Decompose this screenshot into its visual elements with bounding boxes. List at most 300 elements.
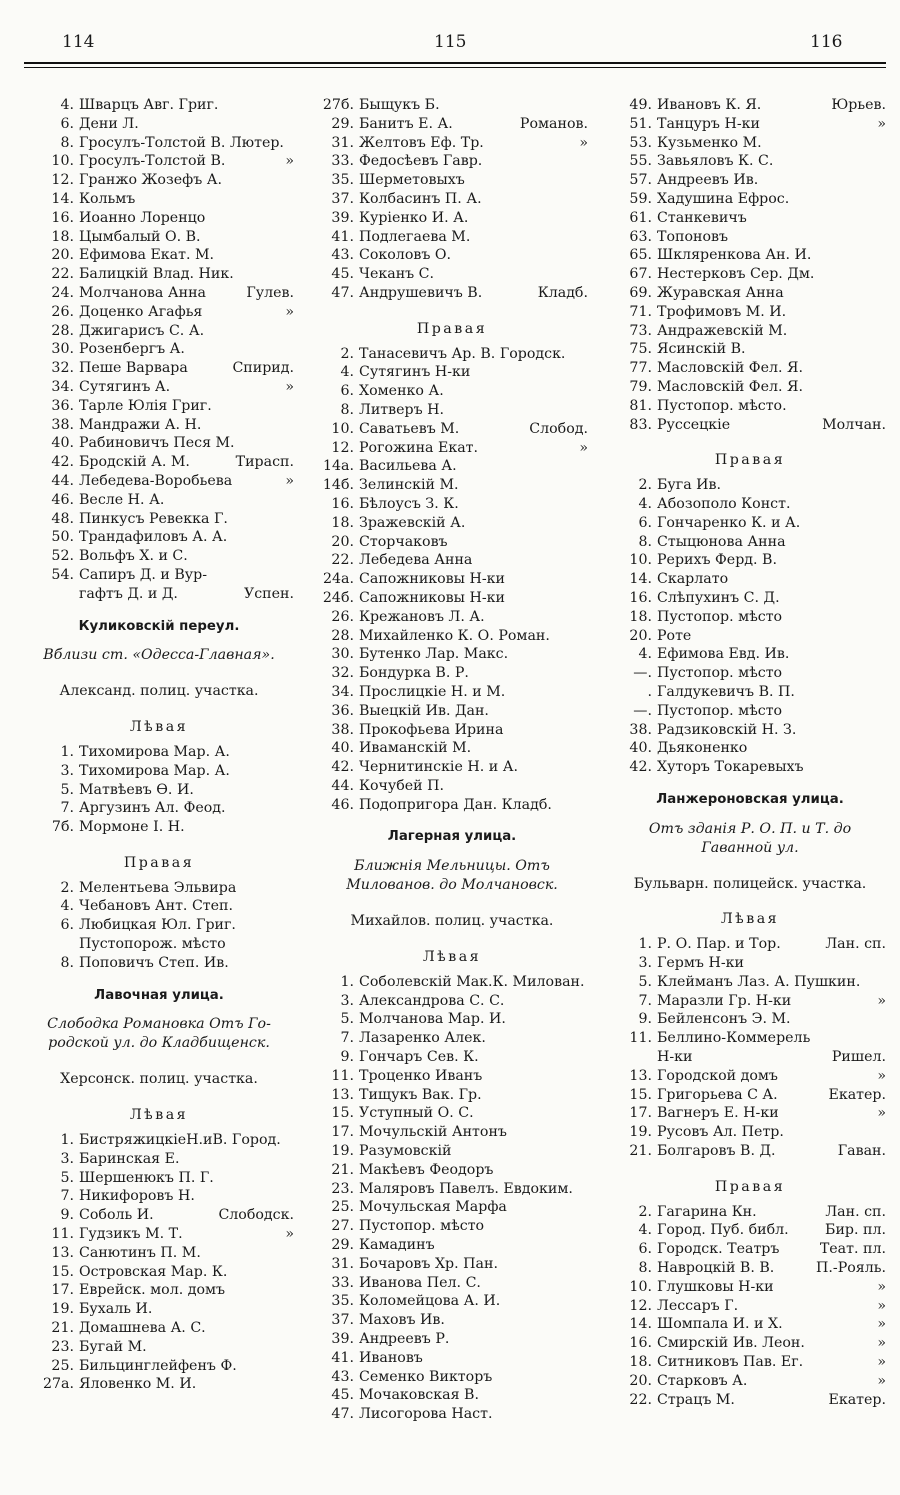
entry-row: [24, 897, 294, 916]
house-number: 49.: [629, 97, 652, 113]
resident-name: Яловенко М. И.: [79, 1376, 197, 1393]
resident-name: Абозополо Конст.: [657, 495, 791, 512]
entry-row: [614, 495, 886, 514]
house-number: 36.: [51, 397, 74, 414]
resident-name: Григорьева С А.: [657, 1086, 778, 1103]
house-number: 1.: [60, 743, 74, 760]
resident-name: Гончаренко К. и А.: [657, 514, 801, 531]
locality-note: Лан. сп.: [825, 1203, 886, 1220]
entry-row: [614, 246, 886, 265]
locality-note: Тирасп.: [235, 454, 294, 471]
resident-name: Балицкій Влад. Ник.: [79, 266, 234, 283]
resident-name: Радзиковскій Н. З.: [657, 721, 797, 738]
resident-name: Камадинъ: [359, 1237, 435, 1254]
entry-row: [24, 491, 294, 510]
locality-note: »: [579, 134, 588, 151]
resident-name: Матвѣевъ Ѳ. И.: [79, 781, 194, 798]
house-number: 8.: [60, 954, 74, 971]
house-number: 42.: [51, 454, 74, 471]
entry-row: [24, 284, 294, 303]
locality-note: Гулев.: [246, 284, 294, 301]
resident-name: Беллино-Коммерель: [657, 1030, 811, 1047]
entry-row: [316, 401, 588, 420]
entry-row: [614, 627, 886, 646]
house-number: 5.: [60, 781, 74, 798]
entry-row: [614, 96, 886, 115]
house-number: 7б.: [51, 819, 74, 836]
entry-row: [24, 799, 294, 818]
house-number: 22.: [331, 552, 354, 569]
entry-row: [316, 115, 588, 134]
entry-row: [316, 589, 588, 608]
house-number: 23.: [331, 1180, 354, 1197]
entry-row: [614, 1315, 886, 1334]
entry-row: [316, 608, 588, 627]
house-number: 67.: [629, 266, 652, 283]
house-number: 3.: [638, 955, 652, 972]
page-number-center: 115: [434, 32, 467, 52]
house-number: 7.: [60, 1188, 74, 1205]
entry-row: [316, 758, 588, 777]
resident-name: Стыцюнова Анна: [657, 533, 786, 550]
house-number: 4.: [638, 646, 652, 663]
house-number: 77.: [629, 360, 652, 377]
locality-note: Гаван.: [837, 1143, 886, 1160]
house-number: 24б.: [322, 589, 354, 606]
house-number: 8.: [638, 1260, 652, 1277]
entry-row: [316, 721, 588, 740]
entry-row: [316, 345, 588, 364]
resident-name: Лазаренко Алек.: [359, 1030, 486, 1047]
entry-row: [24, 1357, 294, 1376]
resident-name: Гагарина Кн.: [657, 1203, 757, 1220]
resident-name: Мочаковская В.: [359, 1387, 479, 1404]
entry-row: [24, 434, 294, 453]
entry-row: [316, 1255, 588, 1274]
street-description: Вблизи ст. «Одесса-Главная».: [43, 647, 275, 664]
entry-row: [614, 702, 886, 721]
resident-name: Иванова Пел. С.: [359, 1274, 481, 1291]
entry-row: [614, 476, 886, 495]
house-number: 27а.: [42, 1376, 74, 1393]
entry-row: [316, 363, 588, 382]
resident-name: Станкевичъ: [657, 209, 747, 226]
house-number: 51.: [629, 115, 652, 132]
entry-row: [614, 1334, 886, 1353]
entry-row: [614, 973, 886, 992]
entry-row: [614, 1203, 886, 1222]
house-number: 47.: [331, 284, 354, 301]
side-heading: Правая: [714, 452, 786, 469]
entry-row: [316, 683, 588, 702]
house-number: 4.: [60, 97, 74, 113]
resident-name: Мочульская Марфа: [359, 1199, 507, 1216]
house-number: 17.: [331, 1124, 354, 1141]
resident-name: Масловскій Фел. Я.: [657, 360, 803, 377]
side-heading: Лѣвая: [720, 911, 780, 928]
resident-name: Старковъ А.: [657, 1372, 748, 1389]
entry-row: [316, 209, 588, 228]
entry-row: [316, 1236, 588, 1255]
resident-name: Бутенко Лар. Макс.: [359, 646, 509, 663]
entry-row: [316, 1067, 588, 1086]
entry-row: [24, 1131, 294, 1150]
entry-row: [24, 152, 294, 171]
resident-name: Тихомирова Мар. А.: [79, 743, 230, 760]
house-number: 8.: [340, 401, 354, 418]
entry-row: [24, 1225, 294, 1244]
side-heading: Лѣвая: [129, 1107, 189, 1124]
house-number: 29.: [331, 1237, 354, 1254]
house-number: 44.: [51, 472, 74, 489]
entry-row: [24, 916, 294, 935]
resident-name: Гросулъ-Толстой В. Лютер.: [79, 134, 284, 151]
resident-name: Нестерковъ Сер. Дм.: [657, 266, 815, 283]
police-district: Александ. полиц. участка.: [59, 683, 259, 700]
resident-name: Гросулъ-Толстой В.: [79, 153, 226, 170]
house-number: 8.: [638, 533, 652, 550]
house-number: 26.: [51, 303, 74, 320]
resident-name: Литверъ Н.: [359, 401, 445, 418]
house-number: 7.: [340, 1030, 354, 1047]
resident-name: Михайленко К. О. Роман.: [359, 627, 550, 644]
house-number: 45.: [331, 266, 354, 283]
resident-name: Шомпала И. и Х.: [657, 1316, 783, 1333]
entry-row: [24, 1150, 294, 1169]
entry-row: [316, 533, 588, 552]
resident-name: Никифоровъ Н.: [79, 1188, 195, 1205]
house-number: 34.: [331, 683, 354, 700]
house-number: 40.: [629, 740, 652, 757]
locality-note: Лан. сп.: [825, 936, 886, 953]
street-heading: Лагерная улица.: [387, 829, 517, 845]
entry-row: [614, 265, 886, 284]
column-left: [24, 96, 294, 1394]
locality-note: »: [877, 1335, 886, 1352]
resident-name: Прослицкіе Н. и М.: [359, 683, 506, 700]
house-number: 7.: [60, 800, 74, 817]
house-number: 13.: [51, 1244, 74, 1261]
resident-name: Выецкій Ив. Дан.: [359, 702, 489, 719]
resident-name: Роте: [657, 627, 692, 644]
locality-note: »: [877, 115, 886, 132]
house-number: 5.: [340, 1011, 354, 1028]
house-number: 33.: [331, 1274, 354, 1291]
entry-row: [614, 1010, 886, 1029]
street-description: Милованов. до Молчановск.: [346, 877, 558, 894]
house-number: 28.: [51, 322, 74, 339]
house-number: 2.: [340, 345, 354, 362]
resident-name: Соболь И.: [79, 1207, 154, 1224]
resident-name: Джигарисъ С. А.: [79, 322, 205, 339]
resident-name: Желтовъ Еф. Тр.: [359, 134, 484, 151]
resident-name: Куріенко И. А.: [359, 209, 469, 226]
entry-row: [316, 1330, 588, 1349]
house-number: 20.: [629, 627, 652, 644]
house-number: 10.: [331, 420, 354, 437]
resident-name: Сапиръ Д. и Вур-: [79, 566, 208, 583]
entry-row: [316, 739, 588, 758]
entry-row: [316, 1142, 588, 1161]
house-number: 10.: [629, 552, 652, 569]
entry-row: [24, 265, 294, 284]
locality-note: »: [877, 1105, 886, 1122]
resident-name: Пустопорож. мѣсто: [79, 936, 226, 953]
resident-name: Слѣпухинъ С. Д.: [657, 589, 780, 606]
entry-row: [24, 171, 294, 190]
entry-row: [24, 818, 294, 837]
house-number: 23.: [51, 1338, 74, 1355]
locality-note: »: [877, 1278, 886, 1295]
resident-name: Еврейск. мол. домъ: [79, 1282, 226, 1299]
resident-name: Русовъ Ал. Петр.: [657, 1124, 784, 1141]
entry-row: [316, 1292, 588, 1311]
entry-row: [614, 284, 886, 303]
resident-name: Сутягинъ А.: [79, 378, 171, 395]
resident-name: Зелинскій М.: [359, 477, 459, 494]
resident-name: Р. О. Пар. и Тор.: [657, 936, 781, 953]
house-number: 11.: [51, 1226, 74, 1243]
side-heading: Лѣвая: [422, 949, 482, 966]
resident-name: Шерметовыхъ: [359, 172, 465, 189]
house-number: 39.: [331, 209, 354, 226]
entry-row: [24, 397, 294, 416]
house-number: 6.: [60, 917, 74, 934]
entry-row: [24, 1169, 294, 1188]
entry-row: [614, 514, 886, 533]
resident-name: Пеше Варвара: [79, 360, 188, 377]
resident-name: Гранжо Жозефъ А.: [79, 172, 223, 189]
entry-row: [614, 152, 886, 171]
entry-row: [614, 1297, 886, 1316]
house-number: 57.: [629, 172, 652, 189]
house-number: 22.: [629, 1391, 652, 1408]
locality-note: Ришел.: [831, 1049, 886, 1066]
entry-row: [614, 190, 886, 209]
entry-row: [316, 570, 588, 589]
house-number: 46.: [331, 796, 354, 813]
resident-name: Болгаровъ В. Д.: [657, 1143, 776, 1160]
entry-row: [614, 992, 886, 1011]
house-number: 75.: [629, 341, 652, 358]
house-number: 38.: [51, 416, 74, 433]
resident-name: Рогожина Екат.: [359, 439, 479, 456]
entry-row: [24, 743, 294, 762]
entry-row: [316, 1386, 588, 1405]
locality-note: »: [285, 1226, 294, 1243]
locality-note: Екатер.: [828, 1086, 886, 1103]
street-description: Гаванной ул.: [701, 839, 799, 856]
entry-row: [614, 739, 886, 758]
entry-row: [614, 322, 886, 341]
resident-name: Н-ки: [657, 1049, 693, 1066]
house-number: 6.: [638, 1241, 652, 1258]
house-number: 44.: [331, 777, 354, 794]
resident-name: Гудзикъ М. Т.: [79, 1226, 183, 1243]
column-right: [614, 96, 886, 1409]
resident-name: Розенбергъ А.: [79, 341, 185, 358]
entry-row: [24, 416, 294, 435]
house-number: 11.: [629, 1030, 652, 1047]
house-number: 21.: [629, 1143, 652, 1160]
resident-name: Домашнева А. С.: [79, 1320, 206, 1337]
resident-name: Доценко Агафья: [79, 303, 203, 320]
entry-row: [24, 547, 294, 566]
entry-row: [24, 879, 294, 898]
house-number: 39.: [331, 1331, 354, 1348]
entry-row: [316, 1217, 588, 1236]
house-number: 42.: [331, 759, 354, 776]
resident-name: Шкляренкова Ан. И.: [657, 247, 812, 264]
resident-name: Пустопор. мѣсто: [359, 1218, 485, 1235]
entry-row: [24, 1281, 294, 1300]
resident-name: Санютинъ П. М.: [79, 1244, 201, 1261]
house-number: 18.: [629, 1354, 652, 1371]
entry-row: [24, 528, 294, 547]
house-number: 33.: [331, 153, 354, 170]
house-number: 6.: [60, 115, 74, 132]
house-number: 6.: [638, 514, 652, 531]
locality-note: Успен.: [243, 585, 294, 602]
entry-row: [24, 762, 294, 781]
entry-row: [316, 495, 588, 514]
resident-name: Чернитинскіе Н. и А.: [359, 759, 518, 776]
resident-name: Город. Пуб. библ.: [657, 1222, 789, 1239]
locality-note: Слобод.: [529, 420, 588, 437]
house-number: 4.: [60, 898, 74, 915]
side-heading: Правая: [714, 1178, 786, 1195]
entry-row: [614, 533, 886, 552]
entry-row: [24, 954, 294, 973]
house-number: 9.: [340, 1049, 354, 1066]
house-number: 2.: [60, 879, 74, 896]
entry-row: [614, 228, 886, 247]
resident-name: гафтъ Д. и Д.: [79, 585, 178, 602]
entry-row: [24, 453, 294, 472]
house-number: 9.: [638, 1011, 652, 1028]
resident-name: Гончаръ Сев. К.: [359, 1049, 479, 1066]
entry-row: [316, 1029, 588, 1048]
resident-name: Лебедева Анна: [359, 552, 473, 569]
entry-row: [24, 190, 294, 209]
house-number: 71.: [629, 303, 652, 320]
resident-name: Масловскій Фел. Я.: [657, 378, 803, 395]
house-number: 7.: [638, 992, 652, 1009]
entry-row: [614, 303, 886, 322]
house-number: 18.: [331, 514, 354, 531]
house-number: 34.: [51, 378, 74, 395]
house-number: 15.: [51, 1263, 74, 1280]
house-number: 12.: [629, 1297, 652, 1314]
house-number: 37.: [331, 1312, 354, 1329]
locality-note: П.-Рояль.: [816, 1260, 886, 1277]
resident-name: Соболевскій Мак.К. Милован.: [359, 973, 585, 990]
house-number: 1.: [638, 936, 652, 953]
resident-name: Чеканъ С.: [359, 266, 435, 283]
house-number: 2.: [638, 1203, 652, 1220]
house-number: 31.: [331, 1255, 354, 1272]
house-number: 19.: [629, 1124, 652, 1141]
street-heading: Куликовскій переул.: [78, 618, 240, 634]
locality-note: Кладб.: [537, 284, 588, 301]
resident-name: Тарле Юлія Григ.: [79, 397, 212, 414]
resident-name: Подопригора Дан. Кладб.: [359, 796, 552, 813]
resident-name: Клейманъ Лаз. А. Пушкин.: [657, 973, 861, 990]
house-number: 83.: [629, 416, 652, 433]
resident-name: Топоновъ: [657, 228, 729, 245]
street-heading: Ланжероновская улица.: [656, 791, 844, 807]
entry-row: [614, 115, 886, 134]
house-number: 19.: [331, 1143, 354, 1160]
resident-name: Банитъ Е. А.: [359, 115, 453, 132]
resident-name: Глушковы Н-ки: [657, 1278, 774, 1295]
resident-name: Маразли Гр. Н-ки: [657, 992, 792, 1009]
house-number: 18.: [629, 608, 652, 625]
entry-row: [24, 228, 294, 247]
house-number: 8.: [60, 134, 74, 151]
resident-name: Андрушевичъ В.: [359, 284, 483, 301]
house-number: 13.: [331, 1086, 354, 1103]
house-number: 42.: [629, 759, 652, 776]
house-number: 20.: [51, 247, 74, 264]
house-number: 38.: [331, 721, 354, 738]
locality-note: »: [877, 1354, 886, 1371]
entry-row: [316, 514, 588, 533]
house-number: 21.: [51, 1320, 74, 1337]
house-number: 13.: [629, 1067, 652, 1084]
entry-row: [316, 1349, 588, 1368]
house-number: 30.: [331, 646, 354, 663]
resident-name: Хуторъ Токаревыхъ: [657, 759, 804, 776]
house-number: 24.: [51, 284, 74, 301]
house-number: 61.: [629, 209, 652, 226]
house-number: 10.: [51, 153, 74, 170]
resident-name: Шершенюкъ П. Г.: [79, 1169, 214, 1186]
house-number: 69.: [629, 284, 652, 301]
resident-name: Рабиновичъ Песя М.: [79, 435, 235, 452]
entry-row: [316, 1010, 588, 1029]
resident-name: Городской домъ: [657, 1067, 778, 1084]
locality-note: »: [877, 1067, 886, 1084]
resident-name: Весле Н. А.: [79, 491, 165, 508]
resident-name: Вагнеръ Е. Н-ки: [657, 1105, 779, 1122]
resident-name: Маховъ Ив.: [359, 1312, 445, 1329]
entry-row: [614, 683, 886, 702]
resident-name: Островская Мар. К.: [79, 1263, 228, 1280]
entry-row: [614, 1372, 886, 1391]
house-number: 16.: [331, 495, 354, 512]
house-number: 41.: [331, 1349, 354, 1366]
house-number: 15.: [331, 1105, 354, 1122]
resident-name: Семенко Викторъ: [359, 1368, 493, 1385]
locality-note: »: [877, 1372, 886, 1389]
page-number-left: 114: [62, 32, 95, 52]
resident-name: Пустопор. мѣсто: [657, 702, 783, 719]
resident-name: Прокофьева Ирина: [359, 721, 504, 738]
house-number: 1.: [340, 973, 354, 990]
entry-row: [316, 1104, 588, 1123]
entry-row: [316, 171, 588, 190]
house-number: —.: [633, 665, 652, 682]
entry-row: [24, 134, 294, 153]
house-number: 22.: [51, 266, 74, 283]
locality-note: »: [285, 378, 294, 395]
house-number: 25.: [331, 1199, 354, 1216]
resident-name: Колбасинъ П. А.: [359, 190, 482, 207]
entry-row: [316, 1086, 588, 1105]
house-number: 52.: [51, 548, 74, 565]
entry-row: [24, 378, 294, 397]
